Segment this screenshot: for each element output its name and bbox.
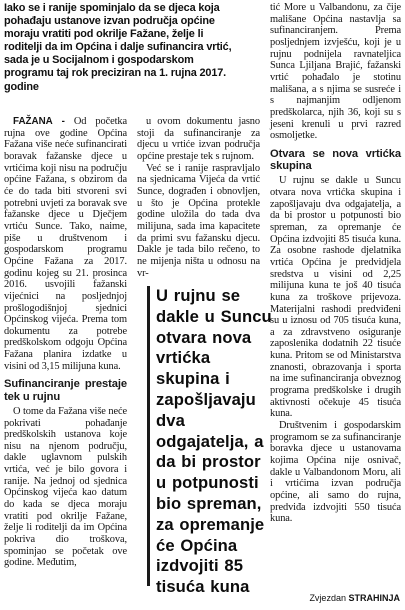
article-lead: Iako se i ranije spominjalo da se djeca koja pohađaju ustanove izvan područja općine moraju vratiti pod okrilje Fažane, želje li roditelji da im Općina i dalje sufinancira vrtić, sada je u Socijalnom i gospodarskom programu taj rok preciziran na 1. rujna 2017. godine bbox=[4, 2, 232, 93]
paragraph-text: Od početka rujna ove godine Općina Fažana više neće sufinancirati boravak fažanske djece u vrtićima koji nisu na području općine Fažana, s obzirom da će do tada biti stvoreni svi potrebni uvjeti za boravak sve fažanske djece u Dječjem vrtiću Sunce. Tako, naime, piše u društvenom i gospodarskom programu Općine Fažana za 2017. godinu kojeg su 21. prosinca 2016. usvojili fažanski vijećnici na posljednjoj prošlogodišnjoj sjednici Općinskog vijeća. Prema tom dokumentu za potrebe predškolskom odgoju Općina Fažana planira izdatke u visini od 3,15 milijuna kuna. bbox=[4, 116, 127, 372]
byline bbox=[309, 593, 400, 603]
paragraph: U rujnu se dakle u Suncu otvara nova vrtićka skupina i zapošljavaju dva odgajatelja, a da bi prostor u potpunosti bio spreman, za opremanje će Općina izdvojiti 85 tisuća kuna. Za osobne rashode djelatnika vrtića Općina je predvidjela sredstva u visini od 2,25 milijuna kuna te još 40 tisuća kuna za troškove prijevoza. Materijalni rashodi predviđeni su u iznosu od 705 tisuća kuna, a za zdravstveno osiguranje zaposlenika dodatnih 22 tisuće kuna. Pritom se od Ministarstva znanosti, obrazovanja i sporta na ime sufinanciranja obveznog programa predškolske i drugih aktivnosti očekuje 45 tisuća kuna. bbox=[270, 175, 401, 420]
pull-quote: U rujnu se dakle u Suncu otvara nova vrtićka skupina i zapošljavaju dva odgajatelja, a da bi prostor u potpunosti bio spreman, za opremanje će Općina izdvojiti 85 tisuća kuna bbox=[147, 286, 272, 586]
article-column-3 bbox=[270, 2, 401, 525]
subheading: Otvara se nova vrtićka skupina bbox=[270, 147, 401, 173]
paragraph: u ovom dokumentu jasno stoji da sufinanciranje za djecu u vrtiće izvan područja općine prestaje tek s rujnom. bbox=[137, 116, 260, 162]
paragraph bbox=[4, 116, 127, 372]
article-column-1 bbox=[4, 116, 127, 569]
paragraph: O tome da Fažana više neće pokrivati pohađanje predškolskih ustanova koje nisu na njenom području, dakle uglavnom pulskih vrtića, već je bilo govora i ranije. Na jednoj od sjednica Općinskog vijeća kao datum do kada se djeca moraju vratiti pod okrilje Fažane, želje li roditelji da im Općina pokriva dio troškova, spominjao se početak ove godine. Međutim, bbox=[4, 405, 127, 569]
subheading: Sufinanciranje prestaje tek u rujnu bbox=[4, 378, 127, 403]
paragraph: tić More u Valbandonu, za čije mališane Općina nastavlja sa sufinanciranjem. Prema posljednjem izvješću, koji je u rujnu podnijela ravnateljica Sunca Ljiljana Brajić, fažanski vrtić pohađalo je stotinu mališana, a s njima se susreće i s najmanjim odljenom predškolarca, njih 36, koji su s jeseni krenuli u prvi razred osmoljetke. bbox=[270, 2, 401, 142]
byline-author: STRAHINJA bbox=[348, 593, 400, 603]
dateline: FAŽANA - bbox=[13, 116, 65, 127]
byline-prefix: Zvjezdan bbox=[309, 593, 346, 603]
paragraph: Već se i ranije raspravljalo na sjednicama Vijeća da vrtić Sunce, dograđen i obnovljen, u što je Općina protekle godine uložila do tada dva milijuna, sada ima kapacitete da primi svu fažansku djecu. Dakle je tada bilo rečeno, to ne mijenja ništa u odnosu na vr- bbox=[137, 162, 260, 279]
article-column-2 bbox=[137, 116, 260, 279]
paragraph: Društvenim i gospodarskim programom se za sufinanciranje boravka djece u ustanovama kojima Općina nije osnivač, dakle u Valbandonom Moru, ali i vrtićima izvan područja općine, ali samo do rujna, predviđa izdvojiti 550 tisuća kuna. bbox=[270, 420, 401, 525]
